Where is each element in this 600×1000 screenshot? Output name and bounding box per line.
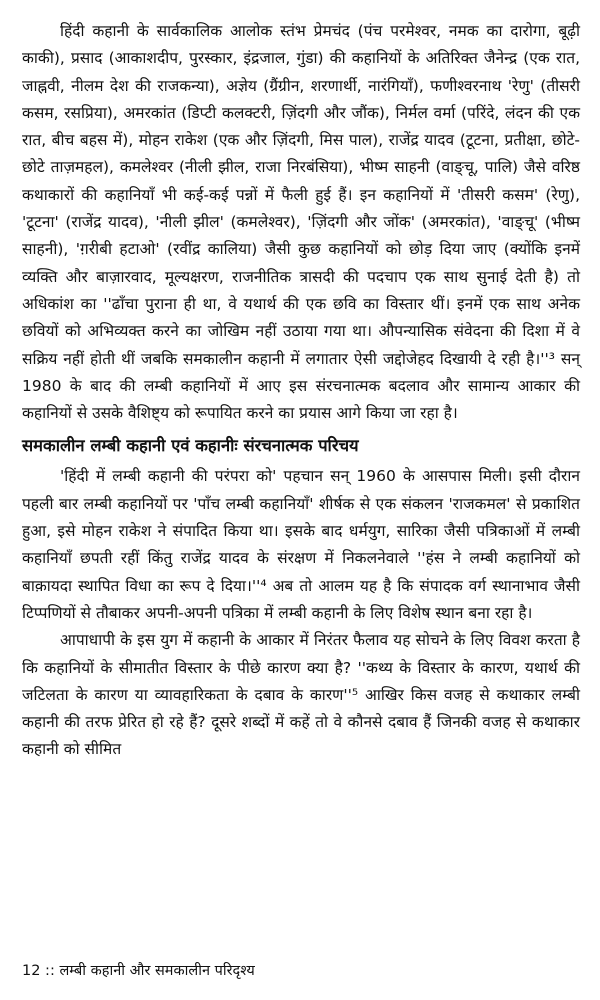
section-heading: समकालीन लम्बी कहानी एवं कहानीः संरचनात्मक परिचय: [22, 436, 359, 456]
page-footer: 12 :: लम्बी कहानी और समकालीन परिदृश्य: [22, 963, 255, 979]
paragraph-3: आपाधापी के इस युग में कहानी के आकार में निरंतर फैलाव यह सोचने के लिए विवश करता है कि कहानियों के सीमातीत विस्तार के पीछे कारण क्या है? ''कथ्य के विस्तार के कारण, यथार्थ की जटिलता के कारण या व्यावहारिकता के दबाव के कारण''⁵ आखिर किस वजह से कथाकार लम्बी कहानी की तरफ प्रेरित हो रहे हैं? दूसरे शब्दों में कहें तो वे कौनसे दबाव हैं जिनकी वजह से कथाकार कहानी को सीमित: [22, 631, 580, 759]
paragraph-1: हिंदी कहानी के सार्वकालिक आलोक स्तंभ प्रेमचंद (पंच परमेश्वर, नमक का दारोगा, बूढ़ी काकी), प्रसाद (आकाशदीप, पुरस्कार, इंद्रजाल, गुंडा) की कहानियों के अतिरिक्त जैनेन्द्र (एक रात, जाह्नवी, नीलम देश की राजकन्या), अज्ञेय (ग्रैंग्रीन, शरणार्थी, नारंगियाँ), फणीश्वरनाथ 'रेणु' (तीसरी कसम, रसप्रिया), अमरकांत (डिप्टी कलक्टरी, ज़िंदगी और जौंक), निर्मल वर्मा (परिंदे, लंदन की एक रात, बीच बहस में), मोहन राकेश (एक और ज़िंदगी, मिस पाल), राजेंद्र यादव (टूटना, प्रतीक्षा, छोटे-छोटे ताज़महल), कमलेश्वर (नीली झील, राजा निरबंसिया), भीष्म साहनी (वाङ्चू, पालि) जैसे वरिष्ठ कथाकारों की कहानियाँ भी कई-कई पन्नों में फैली हुई हैं। इन कहानियों में 'तीसरी कसम' (रेणु), 'टूटना' (राजेंद्र यादव), 'नीली झील' (कमलेश्वर), 'ज़िंदगी और जोंक' (अमरकांत), 'वाङ्चू' (भीष्म साहनी), 'ग़रीबी हटाओ' (रवींद्र कालिया) जैसी कुछ कहानियों को छोड़ दिया जाए (क्योंकि इनमें व्यक्ति और बाज़ारवाद, मूल्यक्षरण, राजनीतिक त्रासदी की पदचाप एक साथ सुनाई देती है) तो अधिकांश का ''ढाँचा पुराना ही था, वे यथार्थ की एक छवि का विस्तार थीं। इनमें एक साथ अनेक छवियों को अभिव्यक्त करने का जोखिम नहीं उठाया गया था। औपन्यासिक संवेदना की दिशा में वे सक्रिय नहीं होती थीं जबकि समकालीन कहानी में लगातार ऐसी जद्दोजेहद दिखायी दे रही है।''³ सन् 1980 के बाद की लम्बी कहानियों में आए इस संरचनात्मक बदलाव और सामान्य आकार की कहानियों से उसके वैशिष्ट्य को रूपायित करने का प्रयास आगे किया जा रहा है।: [22, 22, 580, 423]
paragraph-2: 'हिंदी में लम्बी कहानी की परंपरा को' पहचान सन् 1960 के आसपास मिली। इसी दौरान पहली बार लम्बी कहानियों पर 'पाँच लम्बी कहानियाँ' शीर्षक से एक संकलन 'राजकमल' से प्रकाशित हुआ, इसे मोहन राकेश ने संपादित किया था। इसके बाद धर्मयुग, सारिका जैसी पत्रिकाओं में लम्बी कहानियाँ छपती रहीं किंतु राजेंद्र यादव के संरक्षण में निकलनेवाले ''हंस ने लम्बी कहानियों को बाक़ायदा स्थापित विधा का रूप दे दिया।''⁴ अब तो आलम यह है कि संपादक वर्ग स्थानाभाव जैसी टिप्पणियों से तौबाकर अपनी-अपनी पत्रिका में लम्बी कहानी के लिए विशेष स्थान बना रहा है।: [22, 467, 580, 622]
page-body: [22, 18, 580, 764]
